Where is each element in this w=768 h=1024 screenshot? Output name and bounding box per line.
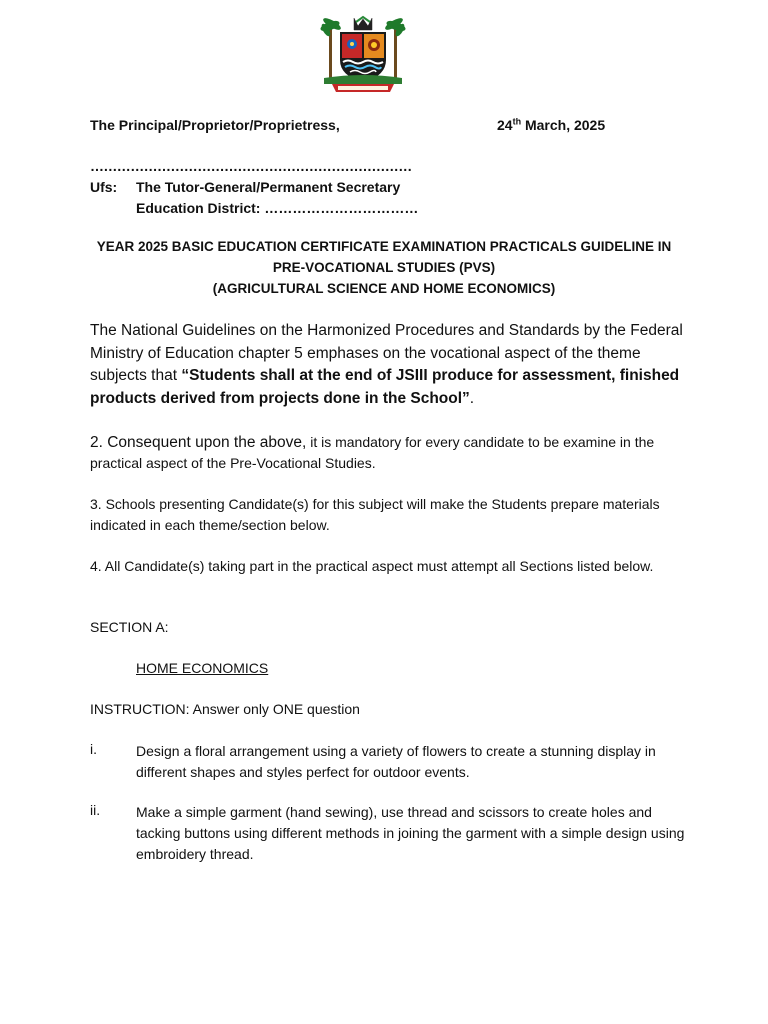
paragraph-2 (90, 432, 690, 474)
paragraph-1 (90, 320, 690, 410)
list-item-number: ii. (90, 802, 101, 818)
list-item-text: Design a floral arrangement using a variety of flowers to create a stunning display in different shapes and styles perfect for outdoor events. (136, 743, 656, 780)
instruction-line: INSTRUCTION: Answer only ONE question (90, 701, 360, 717)
paragraph-1-end: . (469, 389, 475, 407)
title-line-3: (AGRICULTURAL SCIENCE AND HOME ECONOMICS) (212, 281, 556, 296)
ufs-line-2: Education District: …………………………… (136, 200, 419, 216)
ufs-line-1: The Tutor-General/Permanent Secretary (136, 179, 401, 195)
date-suffix: th (512, 116, 522, 127)
lagos-state-crest-icon (320, 14, 406, 96)
dotted-line: ……………………………………………………………… (90, 158, 412, 174)
addressee: The Principal/Proprietor/Proprietress, (90, 117, 340, 133)
list-item-number: i. (90, 741, 97, 757)
paragraph-1-text: The National Guidelines on the Harmonized Procedures and Standards by the Federal Ministry of Education chapter 5 emphases on the vocational aspect of the theme subjects that (90, 322, 683, 384)
section-heading: SECTION A: (90, 619, 169, 635)
paragraph-4: 4. All Candidate(s) taking part in the practical aspect must attempt all Sections listed below. (90, 558, 654, 574)
title-line-2: PRE-VOCATIONAL STUDIES (PVS) (272, 260, 496, 275)
paragraph-1-quote: “Students shall at the end of JSIII produce for assessment, finished products derived from projects done in the School” (90, 367, 680, 407)
list-item-text: Make a simple garment (hand sewing), use thread and scissors to create holes and tacking buttons using different methods in joining the garment with a simple design using embroidery thread. (136, 804, 685, 862)
date-day: 24 (497, 117, 513, 133)
date-rest: March, 2025 (521, 117, 606, 133)
paragraph-3: 3. Schools presenting Candidate(s) for this subject will make the Students prepare materials indicated in each theme/section below. (90, 496, 660, 533)
letter-date (497, 117, 605, 133)
section-subheading: HOME ECONOMICS (136, 660, 269, 676)
ufs-label: Ufs: (90, 179, 118, 195)
paragraph-2-rest: it is mandatory for every candidate to be examine in the practical aspect of the Pre-Vocational Studies. (90, 434, 655, 471)
title-line-1: YEAR 2025 BASIC EDUCATION CERTIFICATE EXAMINATION PRACTICALS GUIDELINE IN (96, 239, 672, 254)
paragraph-2-lead: 2. Consequent upon the above, (90, 434, 307, 451)
